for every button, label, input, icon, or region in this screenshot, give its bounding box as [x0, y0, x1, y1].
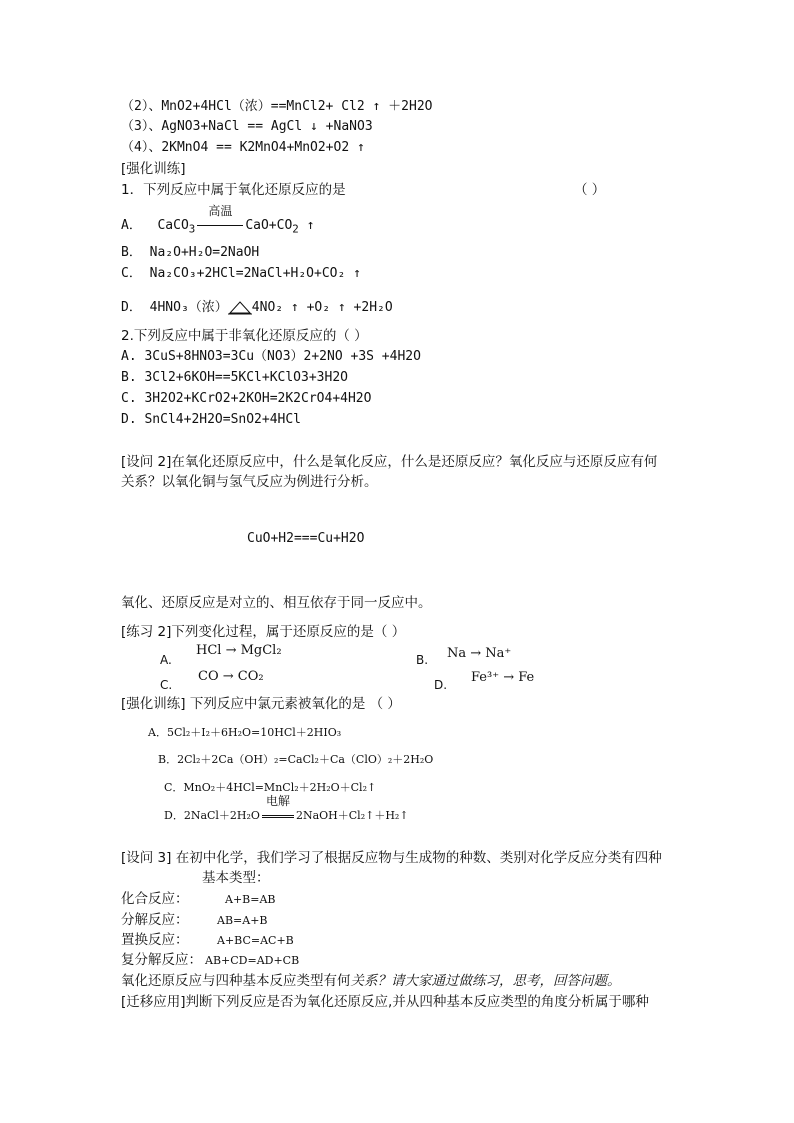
reaction-3: （3）、AgNO3+NaCl == AgCl ↓ +NaNO3	[121, 119, 373, 134]
q1-option-b: B． Na₂O+H₂O=2NaOH	[121, 245, 260, 260]
q1-option-d-reactant: D． 4HNO₃（浓）	[121, 300, 228, 315]
practice-2-option-d-expr: Fe³⁺ → Fe	[471, 670, 535, 685]
relation-question-italic: 关系？请大家通过做练习，思考，回答问题。	[350, 973, 621, 989]
practice-2-option-a-expr: HCl → MgCl₂	[196, 643, 282, 658]
q1-option-a-reactant: CaCO	[157, 218, 189, 233]
reaction-condition-electrolysis: 电解	[260, 807, 296, 825]
relation-question: 氧化还原反应与四种基本反应类型有何关系？请大家通过做练习，思考，回答问题。	[121, 973, 621, 989]
reaction-type-decomposition: 分解反应：	[121, 912, 189, 928]
reaction-type-decomposition-formula: AB=A+B	[217, 914, 268, 927]
reaction-type-displacement-formula: A+BC=AC+B	[217, 934, 294, 947]
question-1: 1．下列反应中属于氧化还原反应的是	[121, 182, 346, 198]
transfer-application: [迁移应用]判断下列反应是否为氧化还原反应,并从四种基本反应类型的角度分析属于哪种	[121, 994, 649, 1010]
practice-2-option-d-label: D.	[434, 678, 448, 692]
reaction-type-double-decomposition-formula: AB+CD=AD+CB	[205, 954, 300, 967]
q2-option-d: D. SnCl4+2H2O=SnO2+4HCl	[121, 412, 302, 427]
training-2-option-c: C．MnO₂＋4HCl=MnCl₂＋2H₂O＋Cl₂↑	[164, 781, 377, 794]
practice-2-header: [练习 2]下列变化过程，属于还原反应的是（ ）	[121, 624, 406, 640]
question-set-2-line1: [设问 2]在氧化还原反应中，什么是氧化反应，什么是还原反应？氧化反应与还原反应有何	[121, 454, 658, 470]
training-2-option-d-product: 2NaOH＋Cl₂↑＋H₂↑	[295, 809, 409, 822]
reaction-condition-high-temp: 高温	[195, 217, 245, 235]
training-2-option-b: B．2Cl₂＋2Ca（OH）₂=CaCl₂＋Ca（ClO）₂＋2H₂O	[158, 753, 434, 766]
q2-option-a: A. 3CuS+8HNO3=3Cu（NO3）2+2NO +3S +4H2O	[121, 349, 421, 364]
question-set-2-line2: 关系？以氧化铜与氢气反应为例进行分析。	[121, 474, 378, 490]
reaction-2: （2）、MnO2+4HCl（浓）==MnCl2+ Cl2 ↑ ＋2H2O	[121, 99, 433, 114]
reaction-4: （4）、2KMnO4 == K2MnO4+MnO2+O2 ↑	[121, 140, 365, 155]
conclusion-text: 氧化、还原反应是对立的、相互依存于同一反应中。	[121, 595, 432, 611]
q1-option-d	[121, 299, 393, 317]
question-1-answer-blank: （ ）	[574, 182, 606, 198]
training-2-option-a: A．5Cl₂＋I₂＋6H₂O=10HCl＋2HIO₃	[148, 726, 342, 739]
reaction-type-double-decomposition: 复分解反应：	[121, 952, 202, 968]
section-header-training: [强化训练]	[121, 161, 186, 177]
reaction-type-combination: 化合反应：	[121, 891, 189, 907]
practice-2-option-c-label: C.	[160, 678, 173, 692]
training-2-option-d	[164, 794, 409, 825]
q1-option-a: A． CaCO$_3$ 高温 $CaO+CO_2$ ↑	[121, 204, 315, 236]
q1-option-c: C． Na₂CO₃+2HCl=2NaCl+H₂O+CO₂ ↑	[121, 266, 361, 281]
practice-2-option-b-label: B.	[416, 653, 429, 667]
question-set-3-line1: [设问 3] 在初中化学，我们学习了根据反应物与生成物的种数、类别对化学反应分类有四种	[121, 850, 662, 866]
heat-triangle-icon	[228, 301, 252, 315]
q1-option-a-label: A．	[121, 218, 142, 233]
practice-2-option-b-expr: Na → Na⁺	[447, 646, 512, 661]
q2-option-c: C. 3H2O2+KCrO2+2KOH=2K2CrO4+4H2O	[121, 391, 372, 406]
cuo-h2-equation: CuO+H2===Cu+H2O	[247, 531, 365, 546]
question-2: 2.下列反应中属于非氧化还原反应的（ ）	[121, 328, 368, 344]
q1-option-a-product: CaO+CO	[245, 218, 293, 233]
q1-option-d-product: 4NO₂ ↑ +O₂ ↑ +2H₂O	[251, 300, 393, 315]
reaction-type-combination-formula: A+B=AB	[225, 893, 276, 906]
practice-2-option-c-expr: CO → CO₂	[198, 669, 264, 684]
training-2-option-d-reactant: D．2NaCl＋2H₂O	[164, 809, 260, 822]
training-2-header: [强化训练] 下列反应中氯元素被氧化的是 （ ）	[121, 696, 401, 712]
practice-2-option-a-label: A.	[160, 653, 172, 667]
question-set-3-line2: 基本类型：	[202, 870, 270, 886]
reaction-type-displacement: 置换反应：	[121, 932, 189, 948]
q2-option-b: B. 3Cl2+6KOH==5KCl+KClO3+3H2O	[121, 370, 348, 385]
